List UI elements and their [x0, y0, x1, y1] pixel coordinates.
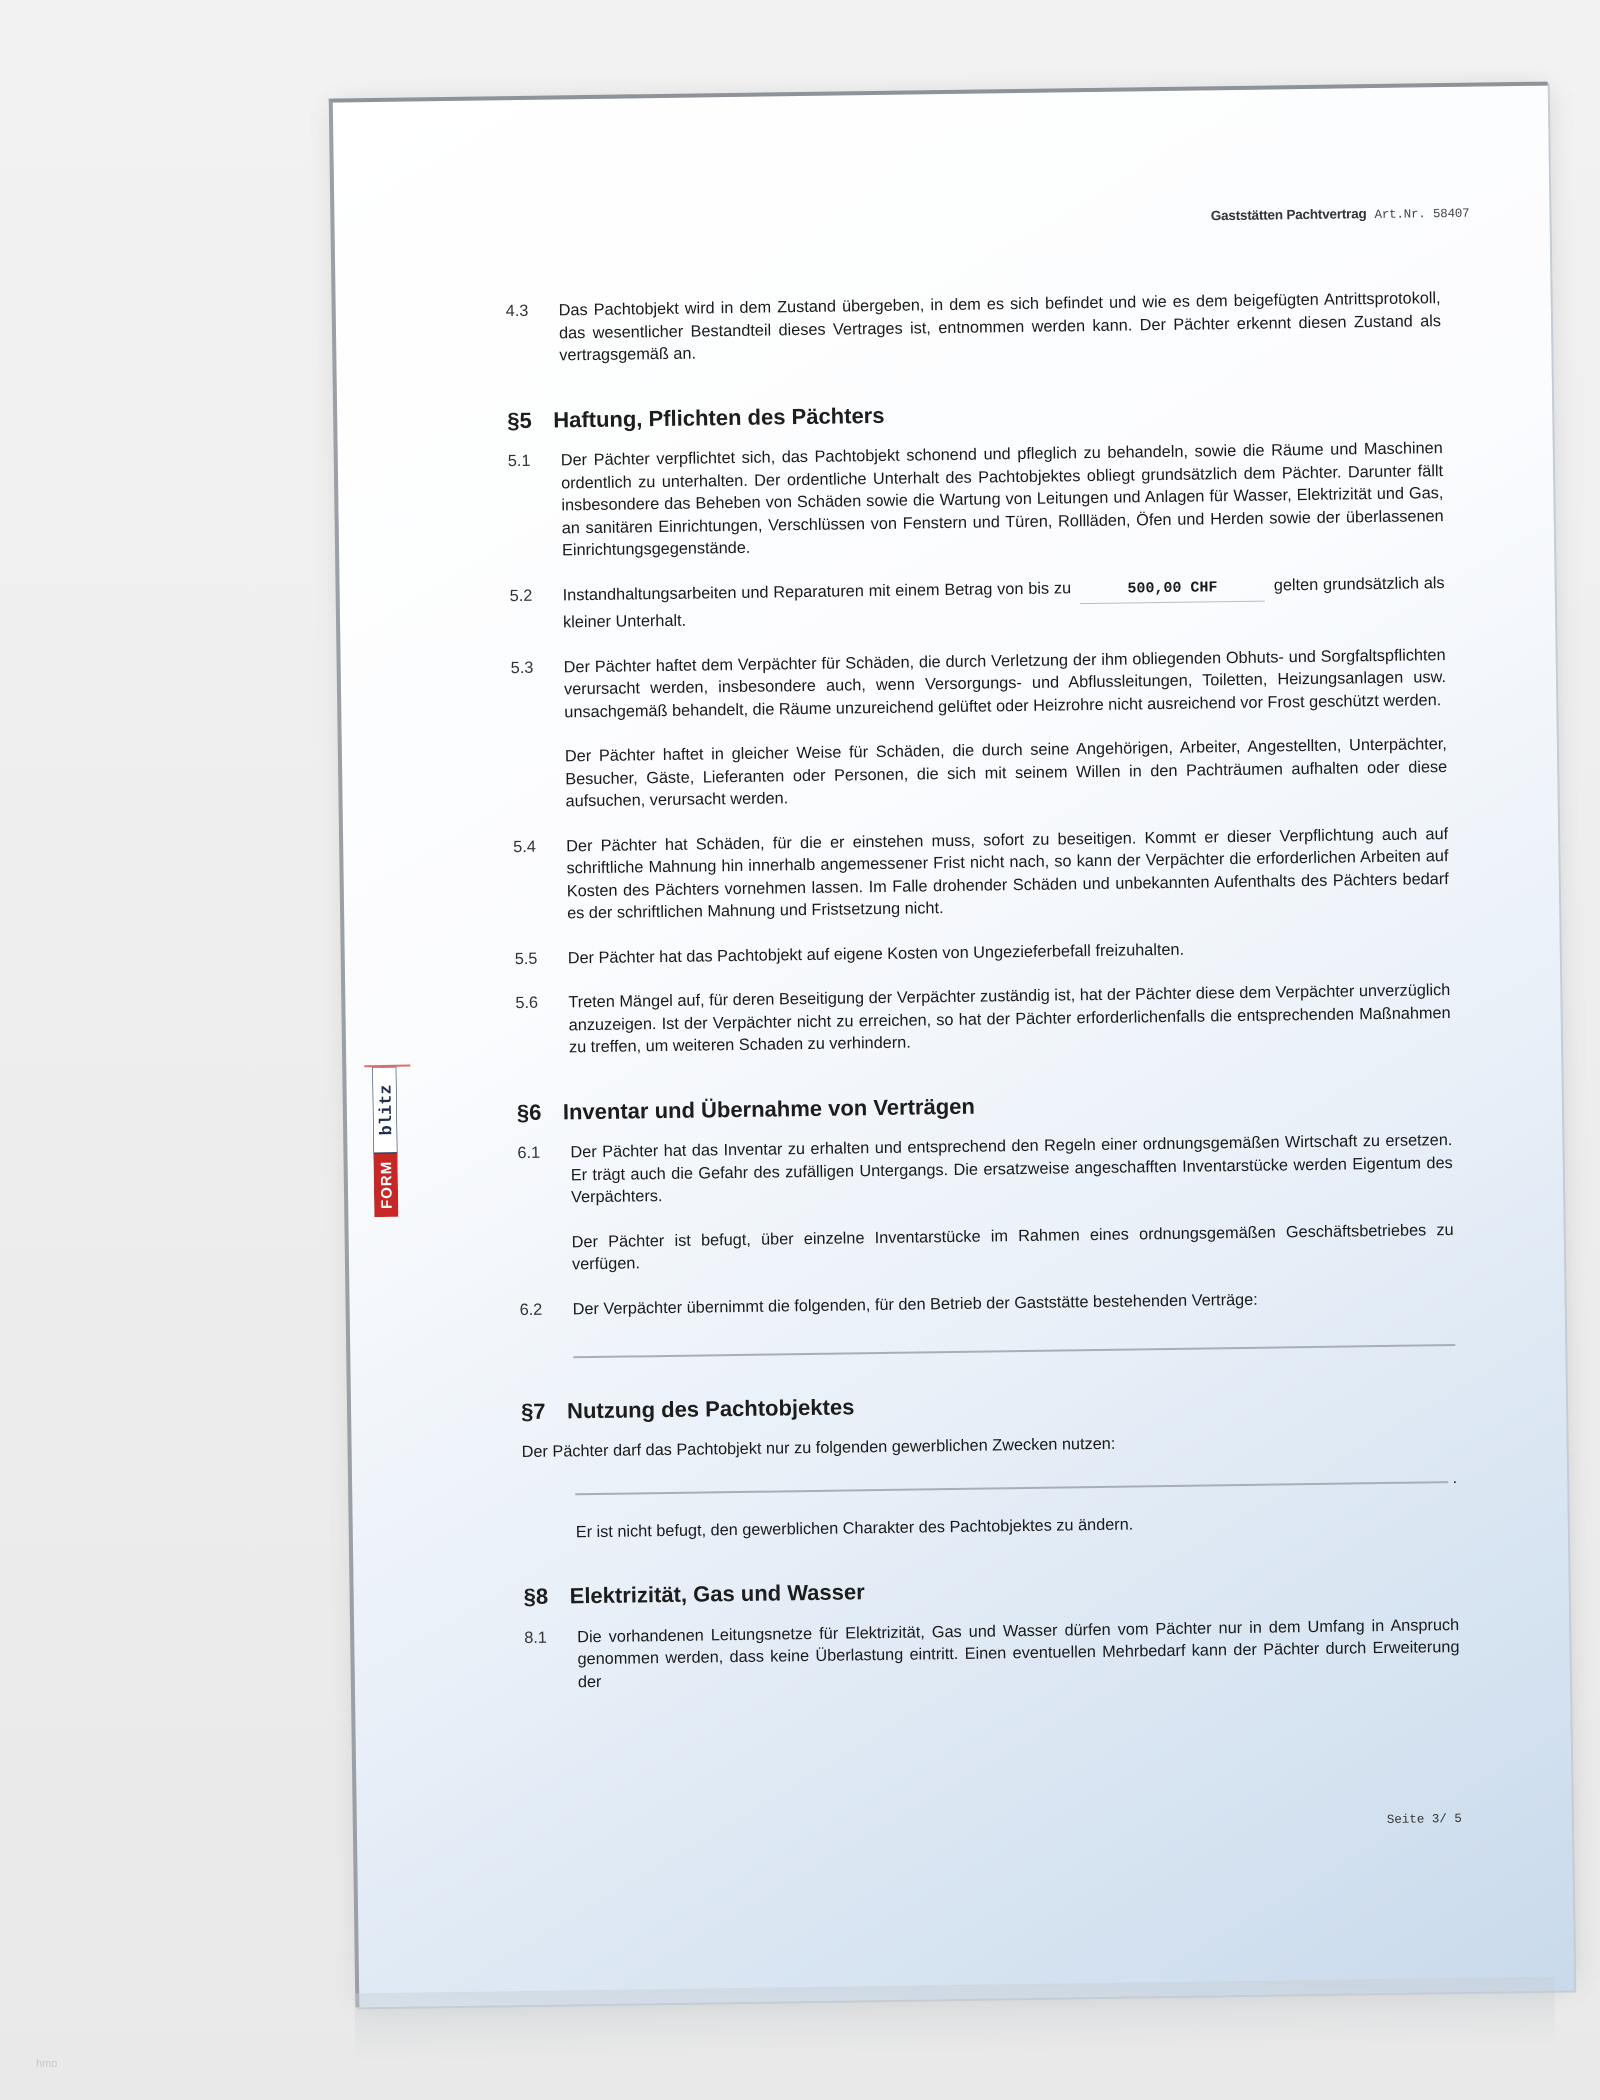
watermark-text: hmo [36, 2058, 58, 2070]
paragraph-text: Der Pächter hat Schäden, für die er einstehen muss, sofort zu beseitigen. Kommt er dieser Verpflichtung auch auf schriftliche Mahnung hin innerhalb angemessener Frist nicht nach, so kann der Verpächter die erforderlichen Arbeiten auf Kosten des Pächters vornehmen lassen. Im Falle drohender Schäden und unbekannten Aufenthalts des Pächters bedarf es der schriftlichen Mahnung und Fristsetzung nicht. [566, 824, 1449, 923]
paragraph-6-2 [520, 1286, 1455, 1322]
usage-text: Der Pächter darf das Pachtobjekt nur zu folgenden gewerblichen Zwecken nutzen: [521, 1434, 1116, 1462]
section-title: Nutzung des Pachtobjektes [566, 1393, 855, 1423]
paragraph-text: Der Pächter hat das Pachtobjekt auf eigene Kosten von Ungezieferbefall freizuhalten. [567, 940, 1185, 967]
paragraph-text: Treten Mängel auf, für deren Beseitigung der Verpächter zuständig ist, hat der Pächter diese dem Verpächter unverzüglich anzuzeigen. Ist der Verpächter nicht zu erreichen, so hat der Pächter erforderlichenfalls die entsprechenden Maßnahmen zu treffen, um weiteren Schaden zu verhindern. [568, 981, 1451, 1057]
paragraph-text: Der Verpächter übernimmt die folgenden, für den Betrieb der Gaststätte bestehenden Verträge: [572, 1290, 1258, 1318]
section-7-heading [521, 1387, 1456, 1423]
paragraph-text: Das Pachtobjekt wird in dem Zustand übergeben, in dem es sich befindet und wie es dem beigefügten Antrittsprotokoll, das wesentlicher Bestandteil dieses Vertrages ist, entnommen werden kann. Der Pächter erkennt diesen Zustand als vertragsgemäß an. [558, 289, 1442, 365]
section-title: Elektrizität, Gas und Wasser [569, 1579, 865, 1609]
paragraph-number: 8.1 [524, 1628, 548, 1647]
svg-text:blitz: blitz [377, 1084, 398, 1136]
fill-line [575, 1481, 1448, 1495]
paragraph-number: 4.3 [505, 301, 529, 321]
text-after-amount: gelten grundsätzlich als kleiner Unterhalt. [562, 573, 1445, 632]
document-body [506, 287, 1461, 1716]
paragraph-number: 5.3 [510, 658, 534, 677]
paragraph-number: 5.6 [515, 993, 539, 1013]
section-6-heading [517, 1089, 1452, 1125]
section-number: §6 [516, 1099, 542, 1125]
article-number: Art.Nr. 58407 [1374, 206, 1470, 223]
paragraph-text: Der Pächter verpflichtet sich, das Pachtobjekt schonend und pfleglich zu behandeln, sowie die Räume und Maschinen ordentlich zu unterhalten. Der ordentliche Unterhalt des Pachtobjektes obliegt grundsätzlich dem Pächter. Darunter fällt insbesondere das Beheben von Schäden sowie die Wartung von Leitungen und Anlagen für Wasser, Elektrizität und Gas, an sanitären Einrichtungen, Verschlüssen von Fenstern und Türen, Rollläden, Öfen und Herden sowie der überlassenen Einrichtungsgegenstände. [560, 439, 1444, 560]
paragraph-number: 5.2 [509, 586, 533, 605]
usage-fill-line[interactable] [575, 1468, 1458, 1494]
paragraph-text: Die vorhandenen Leitungsnetze für Elektrizität, Gas und Wasser dürfen vom Pächter nur in dem Umfang in Anspruch genommen werden, dass keine Überlastung eintritt. Einen eventuellen Mehrbedarf kann der Pächter durch Erweiterung der [577, 1615, 1460, 1691]
paragraph-4-3 [506, 287, 1442, 368]
page-number: Seite 3/ 5 [1386, 1811, 1462, 1827]
section-8-heading [524, 1573, 1459, 1609]
document-page [329, 82, 1575, 2008]
paragraph-number: 5.4 [513, 837, 536, 856]
paragraph-5-1 [508, 437, 1444, 563]
paragraph-5-3 [511, 644, 1447, 725]
paragraph-number: 5.5 [514, 949, 538, 968]
section-5-heading [507, 397, 1442, 433]
paragraph-5-5 [515, 935, 1450, 971]
paragraph-text [563, 572, 1446, 634]
amount-field-wrapper [1080, 574, 1265, 604]
amount-field[interactable]: 500,00 CHF [1080, 576, 1265, 604]
text-before-amount: Instandhaltungsarbeiten und Reparaturen mit einem Betrag von bis zu [562, 578, 1072, 604]
line-end-period: . [1452, 1468, 1458, 1487]
usage-restriction-text: Er ist nicht befugt, den gewerblichen Charakter des Pachtobjektes zu ändern. [575, 1515, 1134, 1541]
contracts-fill-line[interactable] [573, 1344, 1455, 1358]
paragraph-5-2 [510, 572, 1446, 635]
svg-text:FORM: FORM [378, 1160, 396, 1210]
paragraph-5-3-continued: Der Pächter haftet in gleicher Weise für Schäden, die durch seine Angehörigen, Arbeiter, Angestellten, Unterpächter, Besucher, Gäste, Lieferanten oder Personen, die sich mit seinem Willen in den Pachträumen aufhalten oder diese aufsuchen, verursacht werden. [564, 735, 1448, 811]
paragraph-number: 6.1 [517, 1143, 541, 1163]
paragraph-number: 6.2 [519, 1300, 543, 1319]
paragraph-number: 5.1 [507, 451, 531, 471]
section-title: Haftung, Pflichten des Pächters [553, 402, 885, 432]
section-number: §5 [507, 407, 532, 433]
paragraph-5-6 [515, 979, 1451, 1060]
section-number: §8 [523, 1583, 549, 1610]
paragraph-text: Der Pächter hat das Inventar zu erhalten und entsprechend den Regeln einer ordnungsgemäßen Wirtschaft zu ersetzen. Er trägt auch die Gefahr des zufälligen Untergangs. Die ersatzweise angeschafften Inventarstücke werden Eigentum des Verpächters. [570, 1131, 1453, 1207]
paragraph-8-1 [524, 1613, 1460, 1694]
paragraph-6-1 [517, 1129, 1453, 1210]
section-number: §7 [520, 1398, 546, 1424]
paragraph-text: Der Pächter haftet dem Verpächter für Schäden, die durch Verletzung der ihm obliegenden Obhuts- und Sorgfaltspflichten verursacht werden, insbesondere auch, wenn Versorgungs- und Abflussleitungen, Toiletten, Heizungsanlagen usw. unsachgemäß behandelt, die Räume unzureichend gelüftet oder Heizrohre nicht ausreichend vor Frost geschützt werden. [563, 645, 1447, 721]
paragraph-5-4 [513, 823, 1449, 926]
paragraph-6-1-continued: Der Pächter ist befugt, über einzelne Inventarstücke im Rahmen eines ordnungsgemäßen Geschäftsbetriebes zu verfügen. [571, 1220, 1454, 1274]
document-title: Gaststätten Pachtvertrag [1210, 206, 1367, 224]
document-header [1211, 205, 1470, 225]
formblitz-logo [372, 1067, 398, 1217]
section-title: Inventar und Übernahme von Verträgen [562, 1093, 976, 1124]
